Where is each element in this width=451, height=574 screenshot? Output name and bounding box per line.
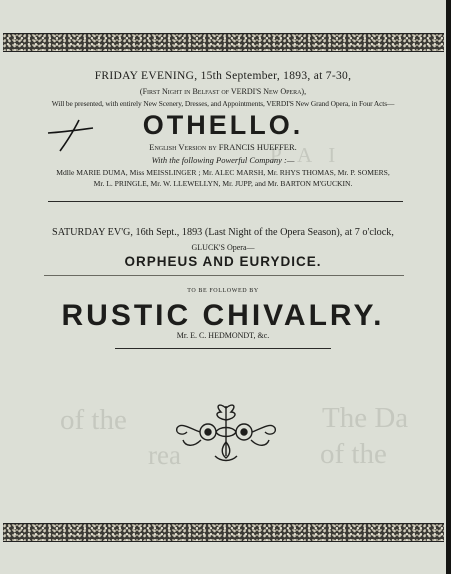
conductor-credit: Mr. E. C. HEDMONDT, &c. xyxy=(176,331,270,340)
cast-line-2: Mr. L. PRINGLE, Mr. W. LLEWELLYN, Mr. JUPP, and Mr. BARTON M'GUCKIN. xyxy=(93,179,353,188)
followed-by-label: TO BE FOLLOWED BY xyxy=(187,288,259,294)
ghost-text-right-2: of the xyxy=(320,438,387,470)
ornament-flourish xyxy=(171,398,281,468)
gluck-opera-label: GLUCK'S Opera— xyxy=(191,243,255,252)
saturday-date-line: SATURDAY EV'G, 16th Sept., 1893 (Last Night of the Opera Season), at 7 o'clock, xyxy=(52,227,394,238)
first-night-note: (First Night in Belfast of VERDI'S New Opera), xyxy=(139,87,307,96)
divider-rule-3 xyxy=(115,348,331,349)
ghost-text-left-2: rea xyxy=(148,440,181,470)
friday-date-line: FRIDAY EVENING, 15th September, 1893, at 7-30, xyxy=(94,70,352,82)
rustic-chivalry-title: RUSTIC CHIVALRY. xyxy=(61,299,385,332)
ghost-text-left-1: of the xyxy=(60,404,127,436)
divider-rule-2 xyxy=(44,275,404,276)
cast-line-1: Mdlle MARIE DUMA, Miss MEISSLINGER ; Mr. ALEC MARSH, Mr. RHYS THOMAS, Mr. P. SOMERS, xyxy=(56,168,390,177)
presentation-line: Will be presented, with entirely New Scenery, Dresses, and Appointments, VERDI'S New Grand Opera, in Four Acts— xyxy=(51,99,395,108)
decorative-border-top xyxy=(3,33,444,52)
decorative-border-bottom xyxy=(3,523,444,542)
page-right-edge xyxy=(446,0,451,574)
company-intro: With the following Powerful Company :— xyxy=(151,155,295,165)
divider-rule-1 xyxy=(48,201,403,202)
ghost-text-right-1: The Da xyxy=(322,402,409,434)
ghost-text-top: P A I xyxy=(270,143,342,167)
orpheus-title: ORPHEUS AND EURYDICE. xyxy=(124,254,322,269)
english-version-credit: English Version by FRANCIS HUEFFER. xyxy=(149,142,297,152)
othello-title: OTHELLO. xyxy=(142,110,304,140)
